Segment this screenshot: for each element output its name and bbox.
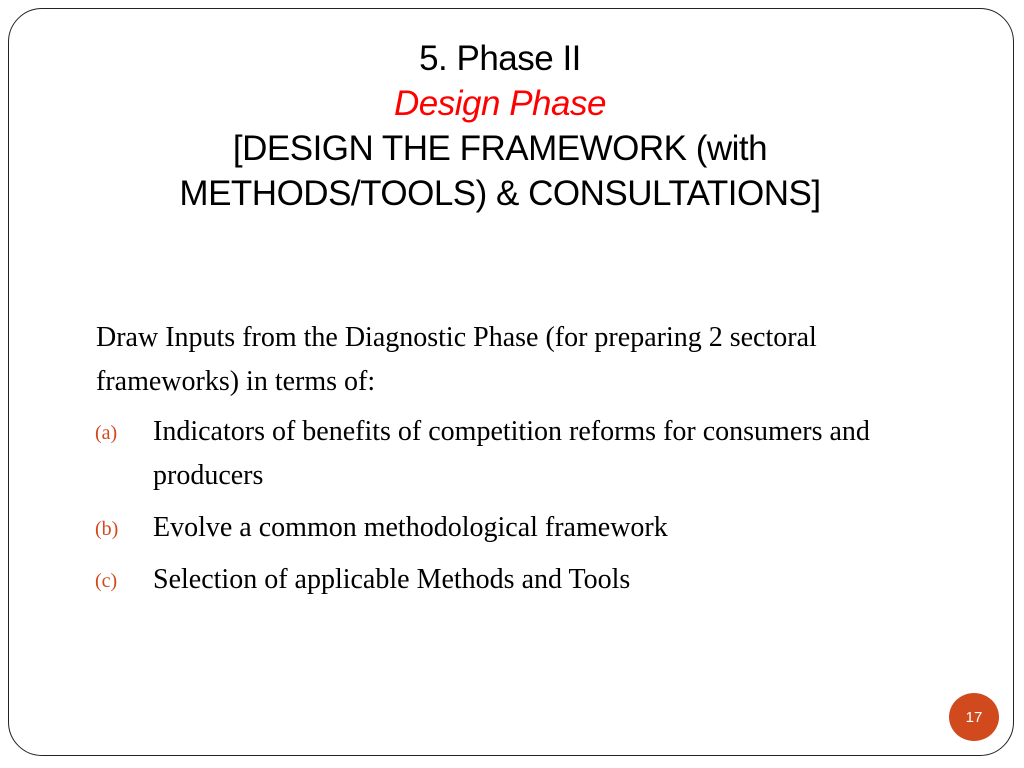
slide-body (96, 316, 896, 610)
list-text-a: Indicators of benefits of competition reforms for consumers and producers (153, 416, 870, 491)
slide-title (0, 36, 1000, 216)
list-item-c (96, 558, 896, 602)
list-marker-a: (a) (95, 422, 118, 444)
list-item-b (96, 506, 896, 550)
bullet-list (96, 410, 896, 602)
list-marker-b: (b) (95, 518, 119, 540)
page-number-badge (949, 693, 999, 741)
title-line-methods: METHODS/TOOLS) & CONSULTATIONS] (179, 174, 821, 213)
page-number: 17 (965, 708, 983, 726)
title-line-design-phase: Design Phase (394, 84, 606, 123)
list-text-b: Evolve a common methodological framework (153, 512, 668, 543)
list-item-a (96, 410, 896, 498)
title-line-phase: 5. Phase II (419, 39, 581, 78)
list-text-c: Selection of applicable Methods and Tools (153, 564, 631, 595)
intro-paragraph: Draw Inputs from the Diagnostic Phase (for preparing 2 sectoral frameworks) in terms of: (96, 322, 817, 397)
title-line-framework: [DESIGN THE FRAMEWORK (with (232, 129, 768, 168)
list-marker-c: (c) (95, 570, 118, 592)
